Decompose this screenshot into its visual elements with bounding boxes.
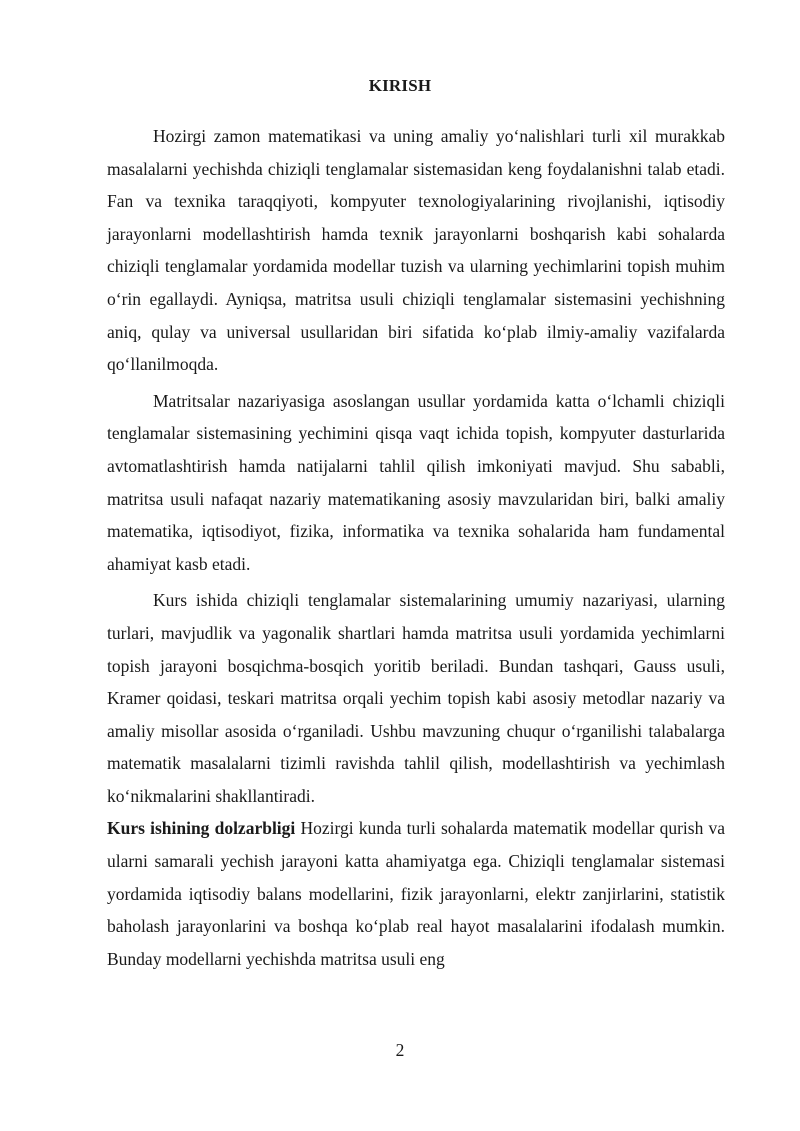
- page-number: 2: [395, 1040, 405, 1060]
- body-text: [107, 120, 725, 975]
- paragraph-matrices: Matritsalar nazariyasiga asoslangan usullar yordamida katta o‘lchamli chiziqli tenglamalar sistemasining yechimini qisqa vaqt ichida topish, kompyuter dasturlarida avtomatlashtirish hamda natijalarni tahlil qilish imkoniyati mavjud. Shu sababli, matritsa usuli nafaqat nazariy matematikaning asosiy mavzularidan biri, balki amaliy matematika, iqtisodiyot, fizika, informatika va texnika sohalarida ham fundamental ahamiyat kasb etadi.: [107, 390, 725, 574]
- paragraph-intro: Hozirgi zamon matematikasi va uning amaliy yo‘nalishlari turli xil murakkab masalalarni yechishda chiziqli tenglamalar sistemasidan keng foydalanishni talab etadi. Fan va texnika taraqqiyoti, kompyuter texnologiyalarining rivojlanishi, iqtisodiy jarayonlarni modellashtirish hamda texnik jarayonlarni boshqarish kabi sohalarda chiziqli tenglamalar yordamida modellar tuzish va ularning yechimlarini topish muhim o‘rin egallaydi. Ayniqsa, matritsa usuli chiziqli tenglamalar sistemasini yechishning aniq, qulay va universal usullaridan biri sifatida ko‘plab ilmiy-amaliy vazifalarda qo‘llanilmoqda.: [107, 126, 725, 375]
- paragraph-course-content: Kurs ishida chiziqli tenglamalar sistemalarining umumiy nazariyasi, ularning turlari, mavjudlik va yagonalik shartlari hamda matritsa usuli yordamida yechimlarni topish jarayoni bosqichma-bosqich yoritib beriladi. Bundan tashqari, Gauss usuli, Kramer qoidasi, teskari matritsa orqali yechim topish kabi asosiy metodlar nazariy va amaliy misollar asosida o‘rganiladi. Ushbu mavzuning chuqur o‘rganilishi talabalarga matematik masalalarni tizimli ravishda tahlil qilish, modellashtirish va yechimlash ko‘nikmalarini shakllantiradi.: [107, 590, 725, 806]
- relevance-text: Hozirgi kunda turli sohalarda matematik modellar qurish va ularni samarali yechish jarayoni katta ahamiyatga ega. Chiziqli tenglamalar sistemasi yordamida iqtisodiy balans modellarini, fizik jarayonlarni, elektr zanjirlarini, statistik baholash jarayonlarini va boshqa ko‘plab real hayot masalalarini ifodalash mumkin. Bunday modellarni yechishda matritsa usuli eng: [107, 818, 725, 969]
- relevance-heading: Kurs ishining dolzarbligi: [107, 818, 296, 839]
- paragraph-relevance: [107, 812, 725, 975]
- page-title: KIRISH: [368, 76, 432, 95]
